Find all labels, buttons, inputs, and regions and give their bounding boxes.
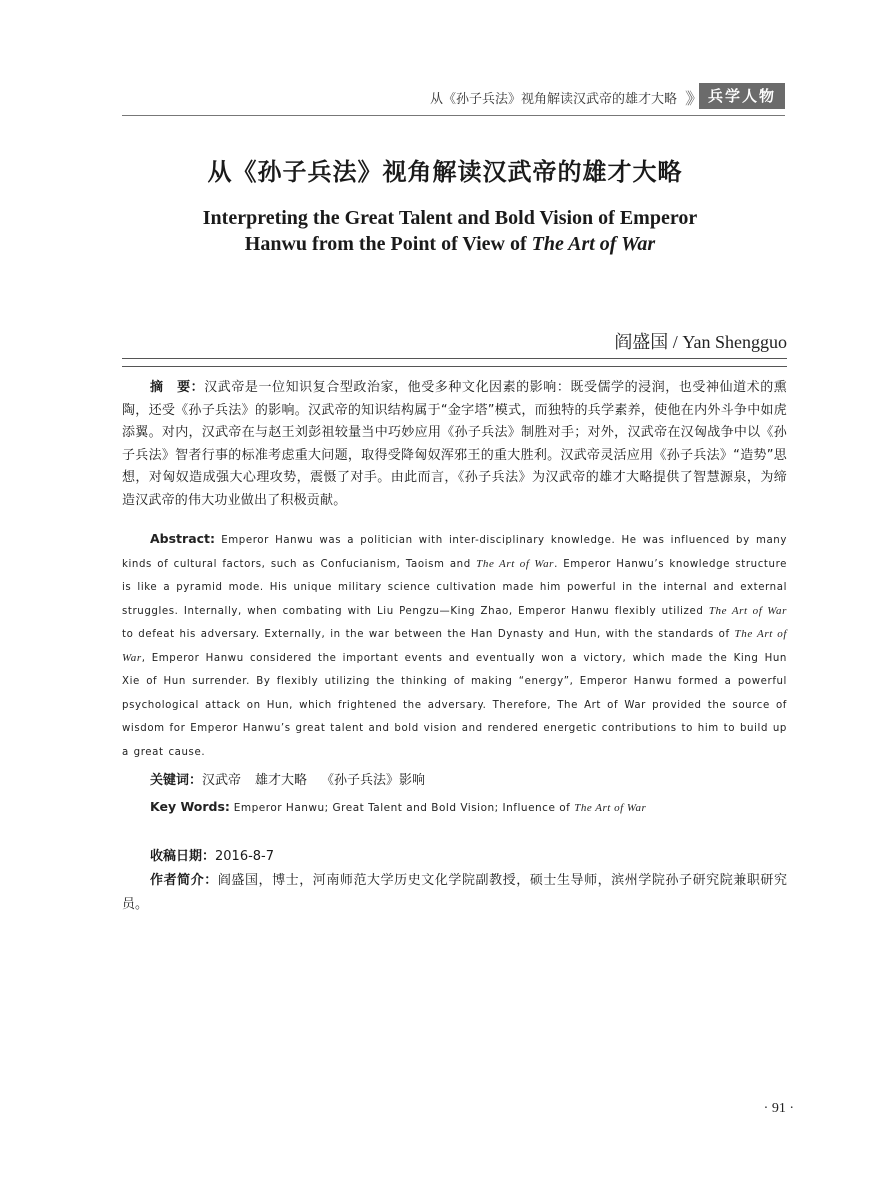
abstract-english-text-1: Emperor Hanwu was a politician with inter-disciplinary knowledge. He was influenced by many kinds of cultural factors, such as Confucianism, Taoism and [122, 535, 787, 570]
abstract-english-text-3: to defeat his adversary. Externally, in the war between the Han Dynasty and Hun, with the standards of [122, 629, 735, 640]
author-intro-label: 作者简介： [150, 873, 218, 888]
abstract-english-book-2: The Art of War [708, 604, 787, 617]
abstract-chinese-text: 汉武帝是一位知识复合型政治家，他受多种文化因素的影响：既受儒学的浸润，也受神仙道术的熏陶，还受《孙子兵法》的影响。汉武帝的知识结构属于“金字塔”模式，而独特的兵学素养，使他在内外斗争中如虎添翼。对内，汉武帝在与赵王刘彭祖较量当中巧妙应用《孙子兵法》制胜对手；对外，汉武帝在汉匈战争中以《孙子兵法》智者行事的标准考虑重大问题，取得受降匈奴浑邪王的重大胜利。汉武帝灵活应用《孙子兵法》“造势”思想，对匈奴造成强大心理攻势，震慑了对手。由此而言，《孙子兵法》为汉武帝的雄才大略提供了智慧源泉，为缔造汉武帝的伟大功业做出了积极贡献。 [122, 380, 787, 508]
keywords-chinese-label: 关键词： [150, 773, 203, 788]
keyword-item: 汉武帝 [202, 773, 242, 788]
keywords-english-label: Key Words: [150, 799, 230, 814]
title-english [100, 205, 800, 257]
keywords-english-book: The Art of War [574, 802, 647, 814]
abstract-english-book-3: The Art of War [122, 628, 787, 664]
received-date [150, 846, 815, 868]
page-number: · 91 · [763, 1101, 794, 1116]
title-english-book: The Art of War [531, 233, 656, 255]
author-byline: 阎盛国 / Yan Shengguo [614, 332, 787, 352]
keywords-english-text: Emperor Hanwu; Great Talent and Bold Vision; Influence of [229, 802, 575, 814]
double-chevron-icon: 》》 [684, 89, 697, 108]
abstract-english-text-2: . Emperor Hanwu’s knowledge structure is like a pyramid mode. His unique military science cultivation made him powerful in the internal and external struggles. Internally, when combating with Liu Pengzu—King Zhao, Emperor Hanwu flexibly utilized [122, 558, 787, 617]
keyword-item: 雄才大略 [255, 773, 308, 788]
abstract-english-label: Abstract: [150, 531, 216, 546]
author-intro [122, 869, 787, 917]
running-header [122, 80, 785, 116]
header-rule [122, 115, 785, 116]
section-tag: 兵学人物 [699, 83, 785, 109]
abstract-chinese [122, 377, 787, 512]
title-english-line2-text: Hanwu from the Point of View of [244, 233, 532, 255]
abstract-english-book-1: The Art of War [476, 557, 555, 570]
title-english-line1: Interpreting the Great Talent and Bold Vision of Emperor [202, 207, 698, 229]
received-date-value: 2016-8-7 [215, 849, 275, 864]
keyword-item: 《孙子兵法》影响 [321, 773, 426, 788]
title-chinese: 从《孙子兵法》视角解读汉武帝的雄才大略 [207, 158, 683, 186]
abstract-chinese-label: 摘 要： [150, 380, 205, 395]
abstract-english-text-4: , Emperor Hanwu considered the important events and eventually won a victory, which made the King Hun Xie of Hun surrender. By flexibly utilizing the thinking of making “energy”, Emperor Hanwu formed a powerful psychological attack on Hun, which frightened the adversary. Therefore, The Art of War provided the source of wisdom for Emperor Hanwu’s great talent and bold vision and rendered energetic contributions to him to build up a great cause. [122, 652, 787, 758]
keywords-chinese [150, 770, 815, 792]
keywords-english [150, 796, 815, 819]
abstract-english [122, 527, 787, 764]
running-title: 从《孙子兵法》视角解读汉武帝的雄才大略 [429, 92, 677, 107]
double-rule-divider [122, 358, 787, 367]
author-intro-text: 阎盛国，博士，河南师范大学历史文化学院副教授，硕士生导师，滨州学院孙子研究院兼职研究员。 [122, 873, 787, 912]
received-date-label: 收稿日期： [150, 849, 216, 864]
title-english-line2 [100, 231, 800, 257]
